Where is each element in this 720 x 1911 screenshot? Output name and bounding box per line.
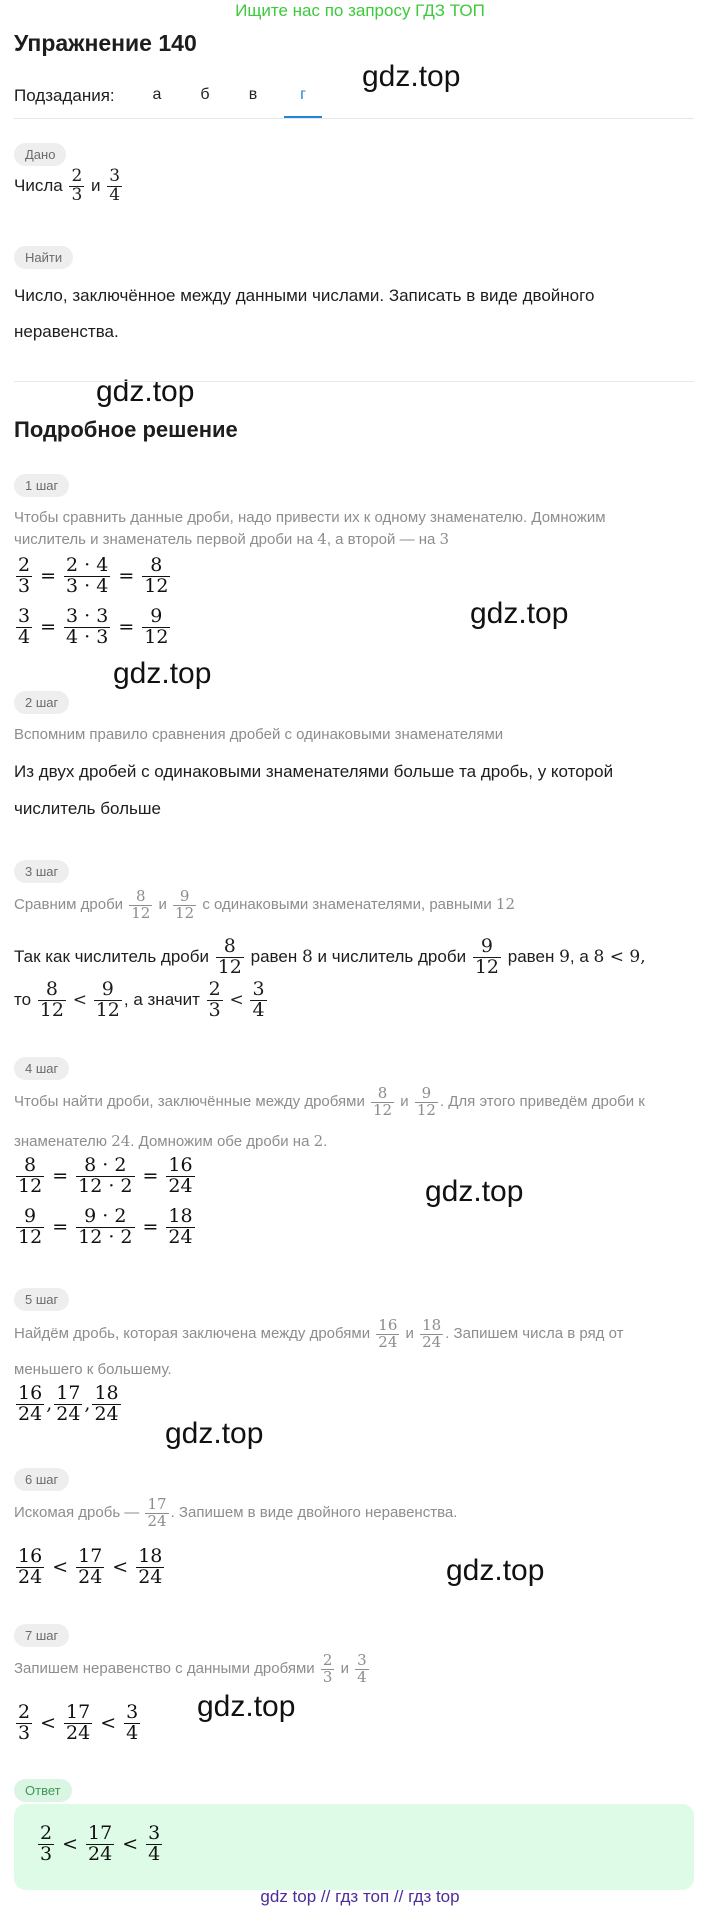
watermark: gdz.top xyxy=(113,657,212,690)
watermark: gdz.top xyxy=(470,597,569,630)
solution-title: Подробное решение xyxy=(14,417,238,442)
given-and: и xyxy=(91,175,101,195)
answer-badge: Ответ xyxy=(14,1779,72,1802)
step-7-note: Запишем неравенство с данными дробями $\frac{2}{3}$ и $\frac{3}{4}$ xyxy=(14,1651,367,1686)
step-4-note-2: знаменателю 24. Домножим обе дроби на 2. xyxy=(14,1132,328,1150)
step-3-badge: 3 шаг xyxy=(14,860,69,883)
given-prefix: Числа xyxy=(14,175,63,195)
step-1-badge: 1 шаг xyxy=(14,474,69,497)
step-7-inequality: $\frac{2}{3}$ < $\frac{17}{24}$ < $\frac{3}{4}$ xyxy=(18,1701,139,1744)
subtask-tab-a[interactable]: а xyxy=(152,86,162,103)
step-4-equation-2: $\frac{9}{12}$ = $\frac{9 \cdot 2}{12 \cdot 2}$ = $\frac{18}{24}$ xyxy=(18,1205,193,1248)
step-1-equation-1: $\frac{2}{3}$ = $\frac{2 \cdot 4}{3 \cdot 4}$ = $\frac{8}{12}$ xyxy=(18,554,169,597)
step-4-badge: 4 шаг xyxy=(14,1057,69,1080)
find-line-1: Число, заключённое между данными числами. Записать в виде двойного xyxy=(14,286,595,305)
step-3-note: Сравним дроби $\frac{8}{12}$ и $\frac{9}{12}$ с одинаковыми знаменателями, равными 12 xyxy=(14,887,516,922)
fraction: $\frac{3}{4}$ xyxy=(109,166,121,205)
step-4-note-1: Чтобы найти дроби, заключённые между дробями $\frac{8}{12}$ и $\frac{9}{12}$ . Для этого приведём дроби к xyxy=(14,1084,645,1119)
step-5-series: $\frac{16}{24}$ , $\frac{17}{24}$ , $\frac{18}{24}$ xyxy=(18,1382,119,1425)
step-5-badge: 5 шаг xyxy=(14,1288,69,1311)
watermark: gdz.top xyxy=(165,1417,264,1450)
exercise-title: Упражнение 140 xyxy=(14,30,197,56)
divider xyxy=(14,381,694,382)
given-text xyxy=(14,168,124,205)
fraction: $\frac{2}{3}$ xyxy=(71,166,83,205)
step-2-badge: 2 шаг xyxy=(14,691,69,714)
bottom-banner-link[interactable]: gdz top // гдз топ // гдз top xyxy=(260,1887,460,1906)
subtask-tab-b[interactable]: б xyxy=(200,86,210,103)
answer-inequality: $\frac{2}{3}$ < $\frac{17}{24}$ < $\frac{3}{4}$ xyxy=(40,1822,161,1865)
watermark: gdz.top xyxy=(197,1690,296,1723)
step-5-note-2: меньшего к большему. xyxy=(14,1361,172,1378)
top-search-banner[interactable]: Ищите нас по запросу ГДЗ ТОП xyxy=(235,1,485,20)
step-5-note-1: Найдём дробь, которая заключена между дробями $\frac{16}{24}$ и $\frac{18}{24}$ . Запишем числа в ряд от xyxy=(14,1316,624,1351)
watermark: gdz.top xyxy=(362,60,461,93)
step-1-note-1: Чтобы сравнить данные дроби, надо привести их к одному знаменателю. Домножим xyxy=(14,509,606,526)
step-2-line-1: Из двух дробей с одинаковыми знаменателями больше та дробь, у которой xyxy=(14,762,614,781)
watermark: gdz.top xyxy=(96,375,195,408)
watermark: gdz.top xyxy=(425,1175,524,1208)
step-4-equation-1: $\frac{8}{12}$ = $\frac{8 \cdot 2}{12 \cdot 2}$ = $\frac{16}{24}$ xyxy=(18,1154,193,1197)
subtask-tab-g[interactable]: г xyxy=(284,86,322,118)
step-2-note: Вспомним правило сравнения дробей с одинаковыми знаменателями xyxy=(14,726,504,743)
step-6-note: Искомая дробь — $\frac{17}{24}$ . Запишем в виде двойного неравенства. xyxy=(14,1495,458,1530)
subtasks-label: Подзадания: xyxy=(14,86,115,105)
step-1-equation-2: $\frac{3}{4}$ = $\frac{3 \cdot 3}{4 \cdot 3}$ = $\frac{9}{12}$ xyxy=(18,605,169,648)
watermark: gdz.top xyxy=(446,1554,545,1587)
step-3-line-1: Так как числитель дроби $\frac{8}{12}$ равен 8 и числитель дроби $\frac{9}{12}$ равен 9, а 8 < 9, xyxy=(14,935,646,978)
step-6-inequality: $\frac{16}{24}$ < $\frac{17}{24}$ < $\frac{18}{24}$ xyxy=(18,1545,163,1588)
step-1-note-2: числитель и знаменатель первой дроби на 4, а второй — на 3 xyxy=(14,530,450,548)
step-7-badge: 7 шаг xyxy=(14,1624,69,1647)
step-2-line-2: числитель больше xyxy=(14,799,161,818)
find-line-2: неравенства. xyxy=(14,322,119,341)
given-badge: Дано xyxy=(14,143,66,166)
subtask-tab-v[interactable]: в xyxy=(248,86,258,103)
subtasks-bar xyxy=(14,84,694,119)
find-badge: Найти xyxy=(14,246,73,269)
answer-box xyxy=(14,1804,694,1890)
step-6-badge: 6 шаг xyxy=(14,1468,69,1491)
step-3-line-2: то $\frac{8}{12}$ < $\frac{9}{12}$ , а значит $\frac{2}{3}$ < $\frac{3}{4}$ xyxy=(14,978,265,1021)
